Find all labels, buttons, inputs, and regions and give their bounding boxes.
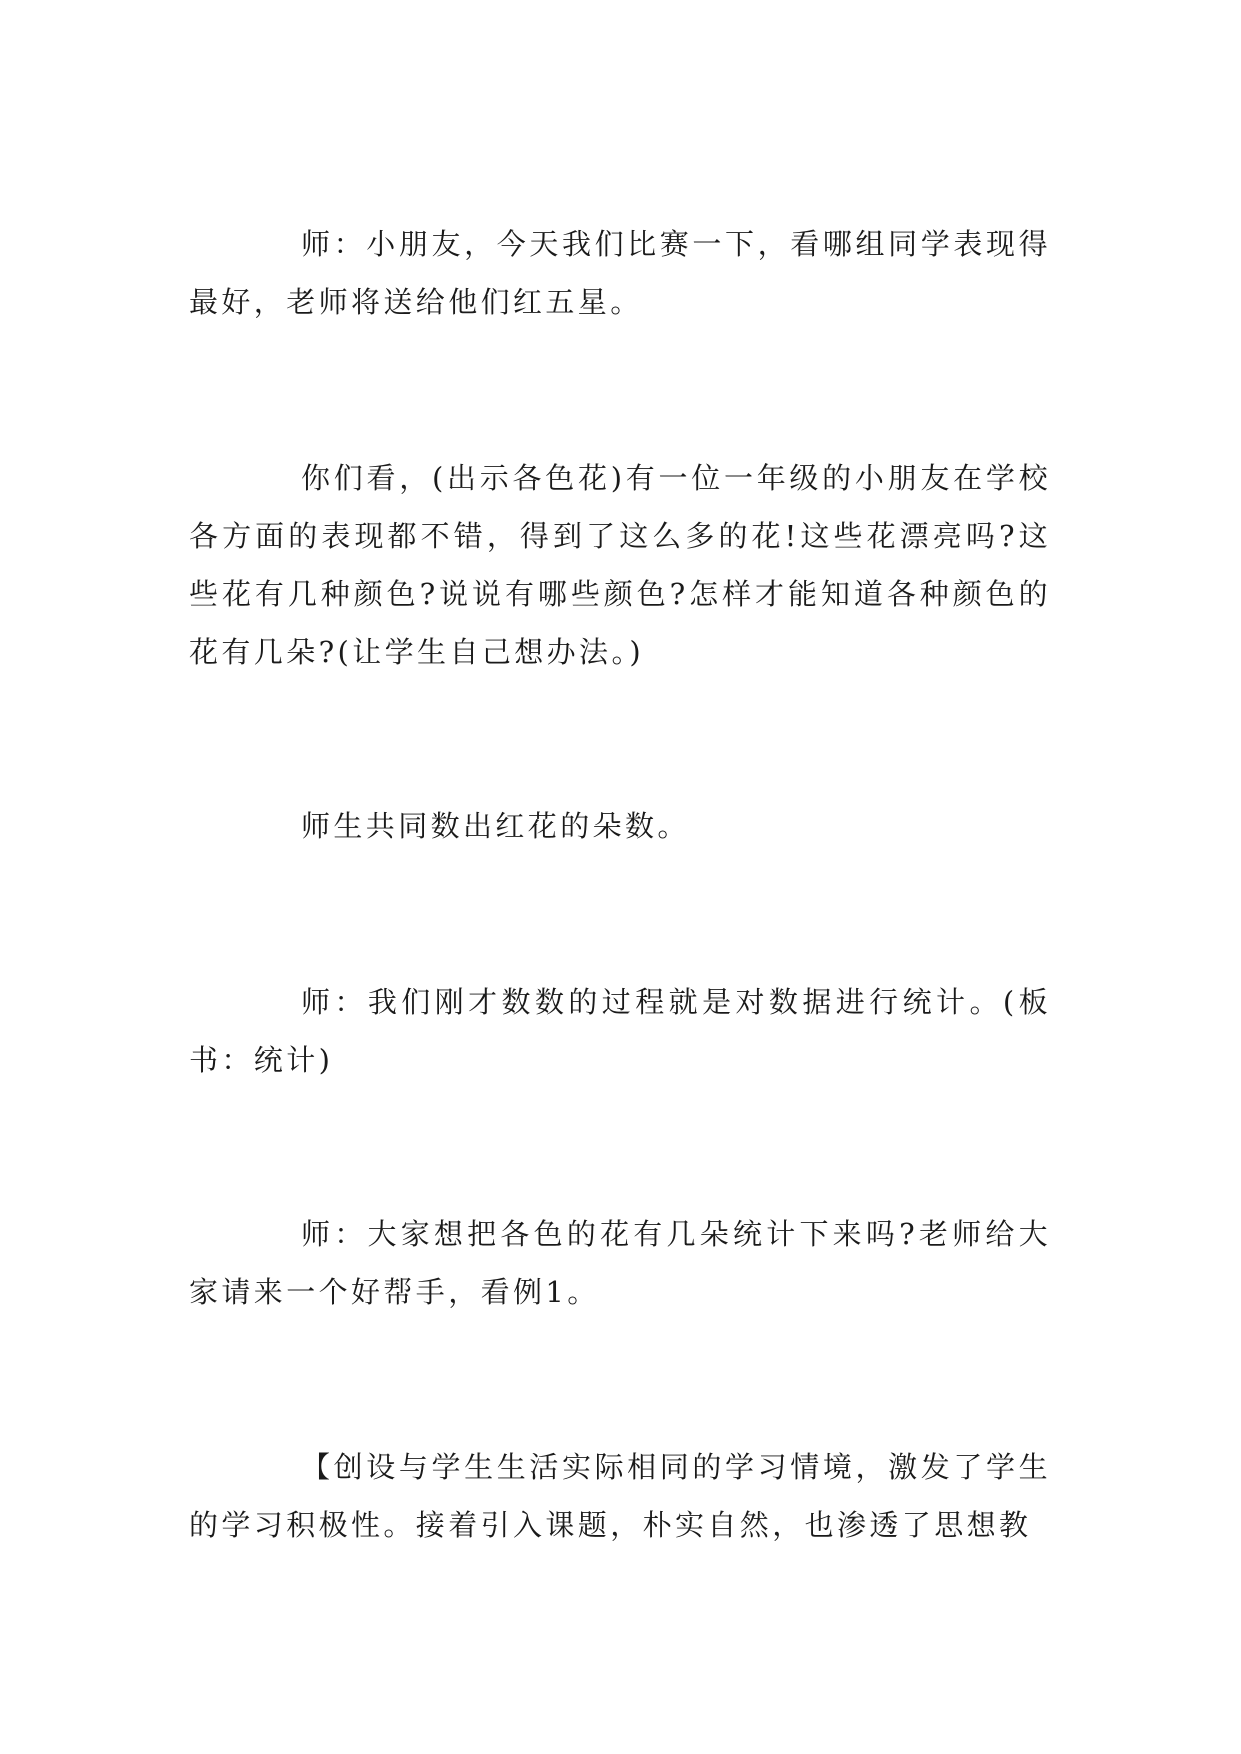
- paragraph-statistics-definition: 师：我们刚才数数的过程就是对数据进行统计。(板书：统计): [189, 985, 1051, 1077]
- paragraph-count-red-flowers: 师生共同数出红花的朵数。: [301, 809, 690, 843]
- paragraph-commentary: 【创设与学生生活实际相同的学习情境，激发了学生的学习积极性。接着引入课题，朴实自然，也渗透了思想教: [189, 1450, 1051, 1542]
- paragraph-show-flowers: 你们看，(出示各色花)有一位一年级的小朋友在学校各方面的表现都不错，得到了这么多的花!这些花漂亮吗?这些花有几种颜色?说说有哪些颜色?怎样才能知道各种颜色的花有几朵?(让学生自己想办法。): [189, 461, 1051, 669]
- paragraph-teacher-intro: 师：小朋友，今天我们比赛一下，看哪组同学表现得最好，老师将送给他们红五星。: [189, 227, 1051, 319]
- paragraph-example-one: 师：大家想把各色的花有几朵统计下来吗?老师给大家请来一个好帮手，看例1。: [189, 1217, 1051, 1309]
